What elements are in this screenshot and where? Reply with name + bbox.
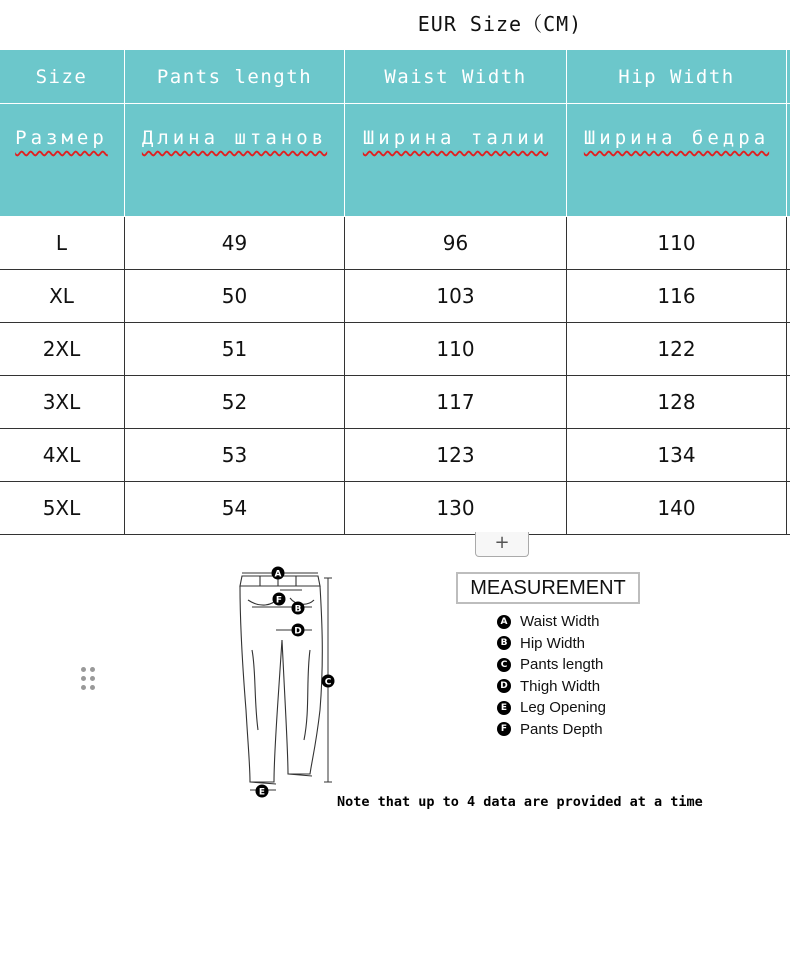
- cell-pants-length: 49: [125, 217, 345, 270]
- cell-hip-width: 128: [567, 376, 787, 429]
- cell-extra: [787, 323, 790, 376]
- header-hip-width-ru: Ширина бедра: [567, 104, 787, 217]
- size-chart-title: EUR Size（CM): [417, 12, 583, 36]
- header-size: Size: [0, 50, 125, 104]
- size-table-wrapper: [0, 49, 790, 535]
- cell-hip-width: 122: [567, 323, 787, 376]
- header-row-en: [0, 50, 790, 104]
- header-size-ru: Размер: [0, 104, 125, 217]
- cell-hip-width: 140: [567, 482, 787, 535]
- svg-text:C: C: [324, 677, 332, 688]
- legend-item: [497, 633, 606, 655]
- legend-item: [497, 719, 606, 741]
- cell-size: 4XL: [0, 429, 125, 482]
- cell-size: L: [0, 217, 125, 270]
- cell-pants-length: 50: [125, 270, 345, 323]
- header-pants-length-ru: Длина штанов: [125, 104, 345, 217]
- pants-diagram: [230, 560, 350, 805]
- letter-d-icon: D: [497, 679, 511, 693]
- legend-item: [497, 611, 606, 633]
- size-table: [0, 49, 790, 535]
- cell-pants-length: 53: [125, 429, 345, 482]
- cell-size: XL: [0, 270, 125, 323]
- diagram-marker: [272, 567, 285, 580]
- svg-text:E: E: [258, 787, 266, 798]
- header-waist-width: Waist Width: [345, 50, 567, 104]
- cell-size: 3XL: [0, 376, 125, 429]
- cell-waist-width: 110: [345, 323, 567, 376]
- cell-hip-width: 110: [567, 217, 787, 270]
- cell-waist-width: 96: [345, 217, 567, 270]
- diagram-marker: [256, 785, 269, 798]
- cell-extra: [787, 482, 790, 535]
- cell-extra: [787, 217, 790, 270]
- svg-text:D: D: [294, 626, 302, 637]
- svg-text:B: B: [294, 604, 302, 615]
- svg-text:A: A: [274, 569, 282, 580]
- measurement-title: MEASUREMENT: [456, 572, 640, 604]
- cell-size: 2XL: [0, 323, 125, 376]
- svg-text:F: F: [275, 595, 283, 606]
- legend-label: Hip Width: [520, 634, 586, 652]
- letter-f-icon: F: [497, 722, 511, 736]
- legend-label: Waist Width: [520, 613, 600, 631]
- header-waist-width-ru: Ширина талии: [345, 104, 567, 217]
- table-row: [0, 270, 790, 323]
- letter-c-icon: C: [497, 658, 511, 672]
- cell-pants-length: 54: [125, 482, 345, 535]
- legend-item: [497, 676, 606, 698]
- cell-extra: [787, 270, 790, 323]
- table-row: [0, 217, 790, 270]
- legend-label: Pants length: [520, 656, 604, 674]
- cell-waist-width: 123: [345, 429, 567, 482]
- drag-handle-icon[interactable]: [79, 667, 99, 697]
- table-row: [0, 429, 790, 482]
- header-hip-width: Hip Width: [567, 50, 787, 104]
- cell-waist-width: 117: [345, 376, 567, 429]
- table-row: [0, 323, 790, 376]
- add-row-button[interactable]: +: [475, 532, 529, 557]
- cell-waist-width: 130: [345, 482, 567, 535]
- cell-waist-width: 103: [345, 270, 567, 323]
- cell-pants-length: 51: [125, 323, 345, 376]
- table-row: [0, 376, 790, 429]
- cell-hip-width: 116: [567, 270, 787, 323]
- letter-b-icon: B: [497, 636, 511, 650]
- table-row: [0, 482, 790, 535]
- letter-e-icon: E: [497, 701, 511, 715]
- cell-hip-width: 134: [567, 429, 787, 482]
- note-text: Note that up to 4 data are provided at a time: [337, 794, 703, 810]
- cell-size: 5XL: [0, 482, 125, 535]
- cell-pants-length: 52: [125, 376, 345, 429]
- header-pants-length: Pants length: [125, 50, 345, 104]
- header-extra-cell-ru: [787, 104, 790, 217]
- cell-extra: [787, 429, 790, 482]
- legend-label: Pants Depth: [520, 720, 603, 738]
- diagram-marker: [292, 624, 305, 637]
- diagram-marker: [322, 675, 335, 688]
- header-extra-cell: [787, 50, 790, 104]
- cell-extra: [787, 376, 790, 429]
- legend-item: [497, 654, 606, 676]
- legend-item: [497, 697, 606, 719]
- diagram-marker: [292, 602, 305, 615]
- measurement-legend: [497, 611, 606, 740]
- legend-label: Leg Opening: [520, 699, 606, 717]
- legend-label: Thigh Width: [520, 677, 601, 695]
- header-row-ru: [0, 104, 790, 217]
- diagram-marker: [273, 593, 286, 606]
- letter-a-icon: A: [497, 615, 511, 629]
